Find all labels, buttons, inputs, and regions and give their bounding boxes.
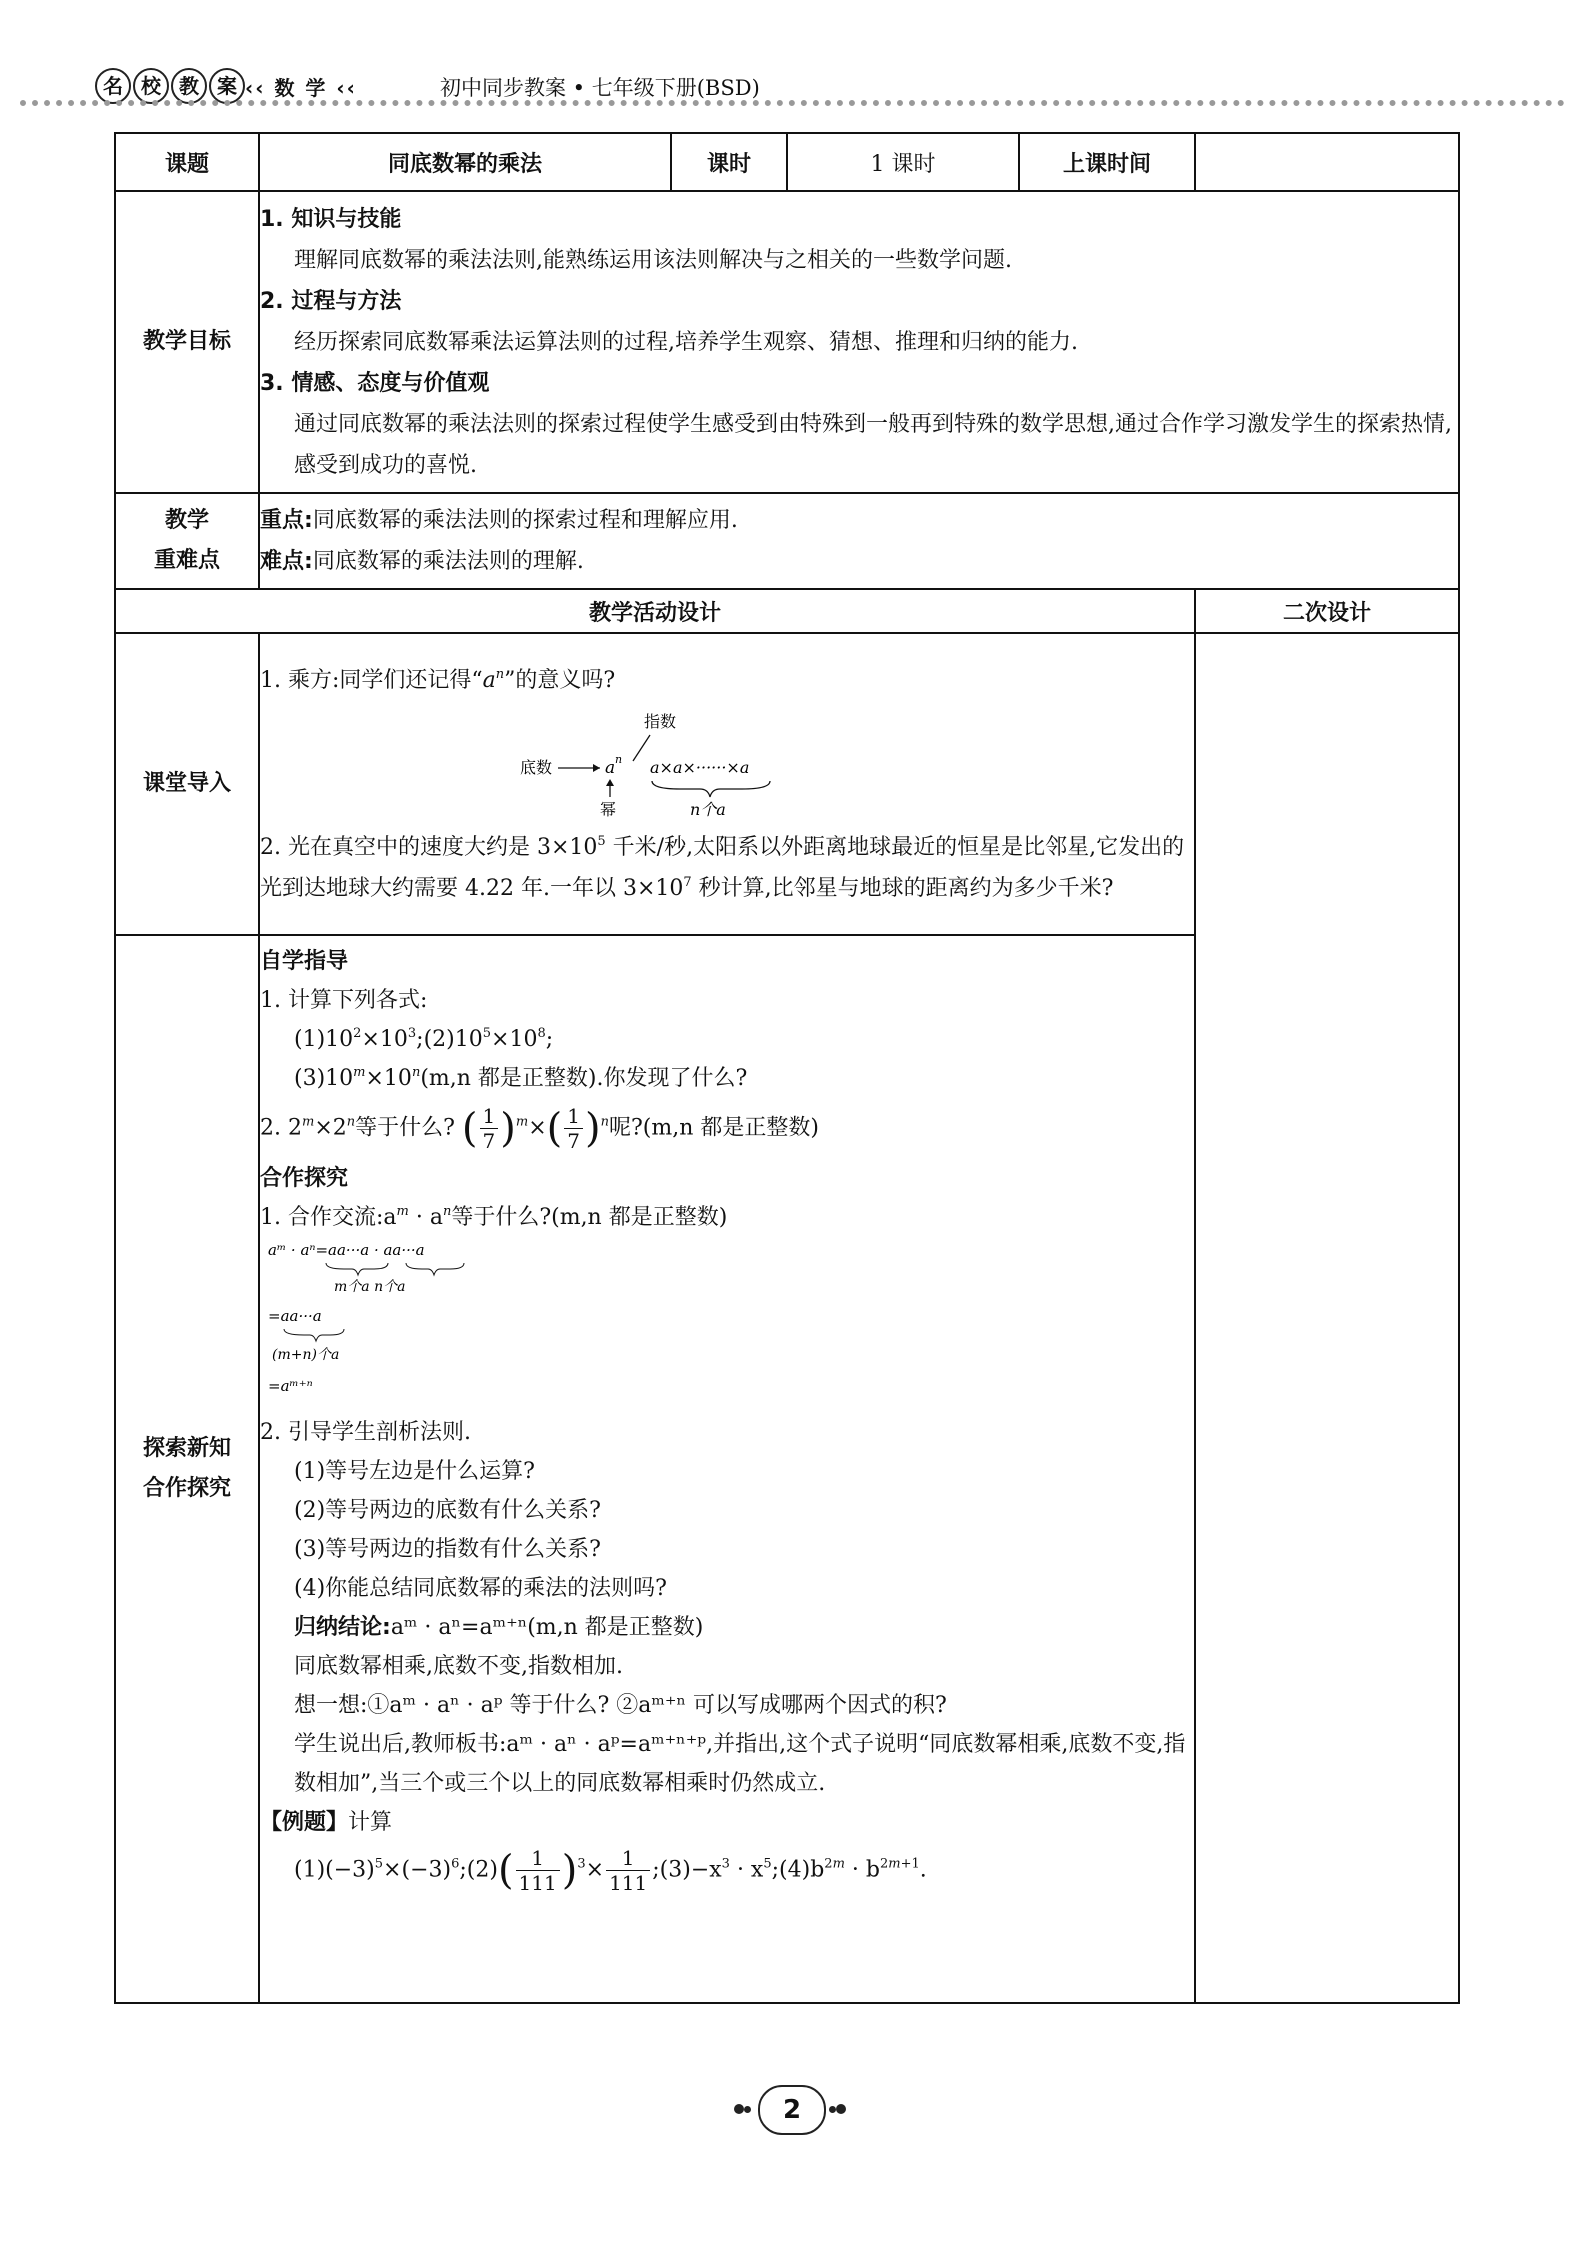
think-text: 想一想:①aᵐ · aⁿ · aᵖ 等于什么? ②aᵐ⁺ⁿ 可以写成哪两个因式的积? (294, 1693, 947, 1718)
period-label: 课时 (671, 133, 787, 191)
intro-q1: 1. 乘方:同学们还记得“ (260, 667, 483, 693)
second-design-header: 二次设计 (1195, 589, 1459, 633)
coop-q2-item: (4)你能总结同底数幂的乘法的法则吗? (294, 1576, 667, 1601)
deriv-count: (m+n)个a (272, 1347, 340, 1363)
goal-title: 3. 情感、态度与价值观 (260, 370, 490, 396)
footer-dot (734, 2104, 744, 2114)
deriv-count: m个a n个a (334, 1279, 406, 1295)
deriv-brace (284, 1329, 344, 1341)
difficulty-label: 难点: (260, 549, 313, 574)
header-row (115, 133, 1459, 191)
power-diagram (260, 705, 1194, 823)
difficulty-text: 同底数幂的乘法法则的理解. (312, 549, 584, 574)
time-value (1195, 133, 1459, 191)
logo-char: 名 (95, 68, 131, 104)
footer-dot (744, 2106, 751, 2113)
intro-label: 课堂导入 (115, 633, 259, 935)
goals-row (115, 191, 1459, 493)
header-rule (20, 100, 1565, 106)
topic-label: 课题 (115, 133, 259, 191)
explore-content (259, 935, 1195, 2003)
intro-q2b: 千米/秒,太阳系以外距离地球最近的恒星是比邻星,它发出的光到达地球大约需要 4.22 年.一年以 3×10 (260, 834, 1185, 901)
goal-title: 1. 知识与技能 (260, 206, 402, 232)
intro-q2c: 秒计算,比邻星与地球的距离约为多少千米? (691, 875, 1114, 901)
self-study-title: 自学指导 (260, 949, 349, 974)
expansion-text: a×a×······×a (650, 757, 750, 777)
topic-value: 同底数幂的乘法 (259, 133, 671, 191)
base-label: 底数 (520, 757, 553, 777)
example-title: 【例题】计算 (260, 1810, 393, 1835)
explore-label-line: 合作探究 (142, 1476, 231, 1501)
logo-char: 教 (171, 68, 207, 104)
subject-label: ‹‹ 数 学 ‹‹ (245, 76, 357, 100)
keypoints-content (259, 493, 1459, 589)
self-q1: 1. 计算下列各式: (260, 988, 428, 1013)
deriv-line: =aᵐ⁺ⁿ (268, 1377, 313, 1395)
conclusion: 归纳结论:aᵐ · aⁿ=aᵐ⁺ⁿ(m,n 都是正整数) (294, 1615, 704, 1640)
intro-q1-end: ”的意义吗? (504, 667, 616, 693)
expansion-brace (652, 781, 770, 797)
footer-dot (836, 2104, 846, 2114)
count-label: n个a (690, 799, 726, 819)
logo-char: 案 (209, 68, 245, 104)
board-text: 学生说出后,教师板书:aᵐ · aⁿ · aᵖ=aᵐ⁺ⁿ⁺ᵖ,并指出,这个式子说明“同底数幂相乘,底数不变,指数相加”,当三个或三个以上的同底数幂相乘时仍然成立. (294, 1732, 1186, 1796)
deriv-brace (326, 1263, 388, 1275)
coop-q2-item: (2)等号两边的底数有什么关系? (294, 1498, 601, 1523)
intro-row (115, 633, 1459, 935)
coop-title: 合作探究 (260, 1166, 349, 1191)
book-title: 初中同步教案 • 七年级下册(BSD) (440, 76, 760, 100)
page-number: 2 (758, 2085, 826, 2135)
intro-content: 1. 乘方:同学们还记得“$a^n$”的意义吗? 指数 底数 a n 幂 a×a×······×a n个a 2. 光在真空中的速度大约是 $3\times 10^5$ 千米/秒,太阳系以外距离地球最近的恒星是比邻星,它发出的光到达地球大约需要 4.22 年.一年以 $3\times 10^7$ 秒计算,比邻星与地球的距离约为多少千米? (259, 633, 1195, 935)
goal-title: 2. 过程与方法 (260, 288, 402, 314)
goals-label: 教学目标 (115, 191, 259, 493)
power-exponent: n (615, 752, 623, 766)
keypoints-label-line: 重难点 (153, 548, 220, 573)
coop-q2-item: (3)等号两边的指数有什么关系? (294, 1537, 601, 1562)
goals-content (259, 191, 1459, 493)
power-diagram-svg (260, 705, 860, 823)
lesson-plan-table (114, 132, 1460, 2004)
example-items: $(1)(-3)^5\times(-3)^6;(2)$( $\frac{1}{111}$ )$^3$× $\frac{1}{111}$ $;(3)-x^3$ · $x^5;(4)b^{2m} \cdot b^{2m+1}$. (294, 1846, 927, 1895)
keypoints-label (115, 493, 259, 589)
goal-text: 经历探索同底数幂乘法运算法则的过程,培养学生观察、猜想、推理和归纳的能力. (294, 329, 1078, 355)
power-arrowhead (606, 779, 614, 786)
coop-q2: 2. 引导学生剖析法则. (260, 1420, 471, 1445)
key-text: 同底数幂的乘法法则的探索过程和理解应用. (312, 508, 738, 533)
footer-dot (829, 2106, 836, 2113)
base-arrowhead (593, 764, 600, 772)
self-q1-line2: $(3)10^m\times 10^n(m,n$ 都是正整数).你发现了什么? (294, 1065, 748, 1091)
second-design-cell (1195, 633, 1459, 2003)
derivation-svg (264, 1239, 564, 1409)
self-q2: 2. $2^m\times 2^n$等于什么? ( $\frac{1}{7}$ )$^m$×( $\frac{1}{7}$ )$^n$呢?(m,n 都是正整数) (260, 1104, 819, 1153)
exponent-label: 指数 (644, 711, 677, 731)
coop-q2-item: (1)等号左边是什么运算? (294, 1459, 535, 1484)
rule-text: 同底数幂相乘,底数不变,指数相加. (294, 1654, 623, 1679)
goal-text: 理解同底数幂的乘法法则,能熟练运用该法则解决与之相关的一些数学问题. (294, 247, 1012, 273)
keypoints-row (115, 493, 1459, 589)
goal-text: 通过同底数幂的乘法法则的探索过程使学生感受到由特殊到一般再到特殊的数学思想,通过合作学习激发学生的探索热情,感受到成功的喜悦. (294, 411, 1452, 478)
explore-label-line: 探索新知 (142, 1436, 231, 1461)
period-value: 1 课时 (787, 133, 1019, 191)
design-header-row (115, 589, 1459, 633)
deriv-line: aᵐ · aⁿ=aa···a · aa···a (268, 1241, 425, 1259)
explore-label (115, 935, 259, 2003)
coop-q1: 1. 合作交流$:a^m \cdot a^n$等于什么?(m,n 都是正整数) (260, 1204, 728, 1230)
brand-logo (95, 68, 245, 102)
deriv-brace (406, 1263, 464, 1275)
derivation (264, 1239, 1194, 1409)
exponent-arrow (633, 735, 650, 761)
key-label: 重点: (260, 508, 313, 533)
page-footer (730, 2085, 850, 2135)
logo-char: 校 (133, 68, 169, 104)
time-label: 上课时间 (1019, 133, 1195, 191)
power-label: 幂 (600, 799, 617, 819)
activity-header: 教学活动设计 (115, 589, 1195, 633)
keypoints-label-line: 教学 (164, 508, 209, 533)
self-q1-line1: $(1)10^2\times 10^3;(2)10^5\times 10^8$; (294, 1026, 554, 1052)
intro-q2a: 2. 光在真空中的速度大约是 3×10 (260, 834, 598, 860)
deriv-line: =aa···a (268, 1307, 322, 1325)
power-symbol: a (605, 757, 616, 778)
